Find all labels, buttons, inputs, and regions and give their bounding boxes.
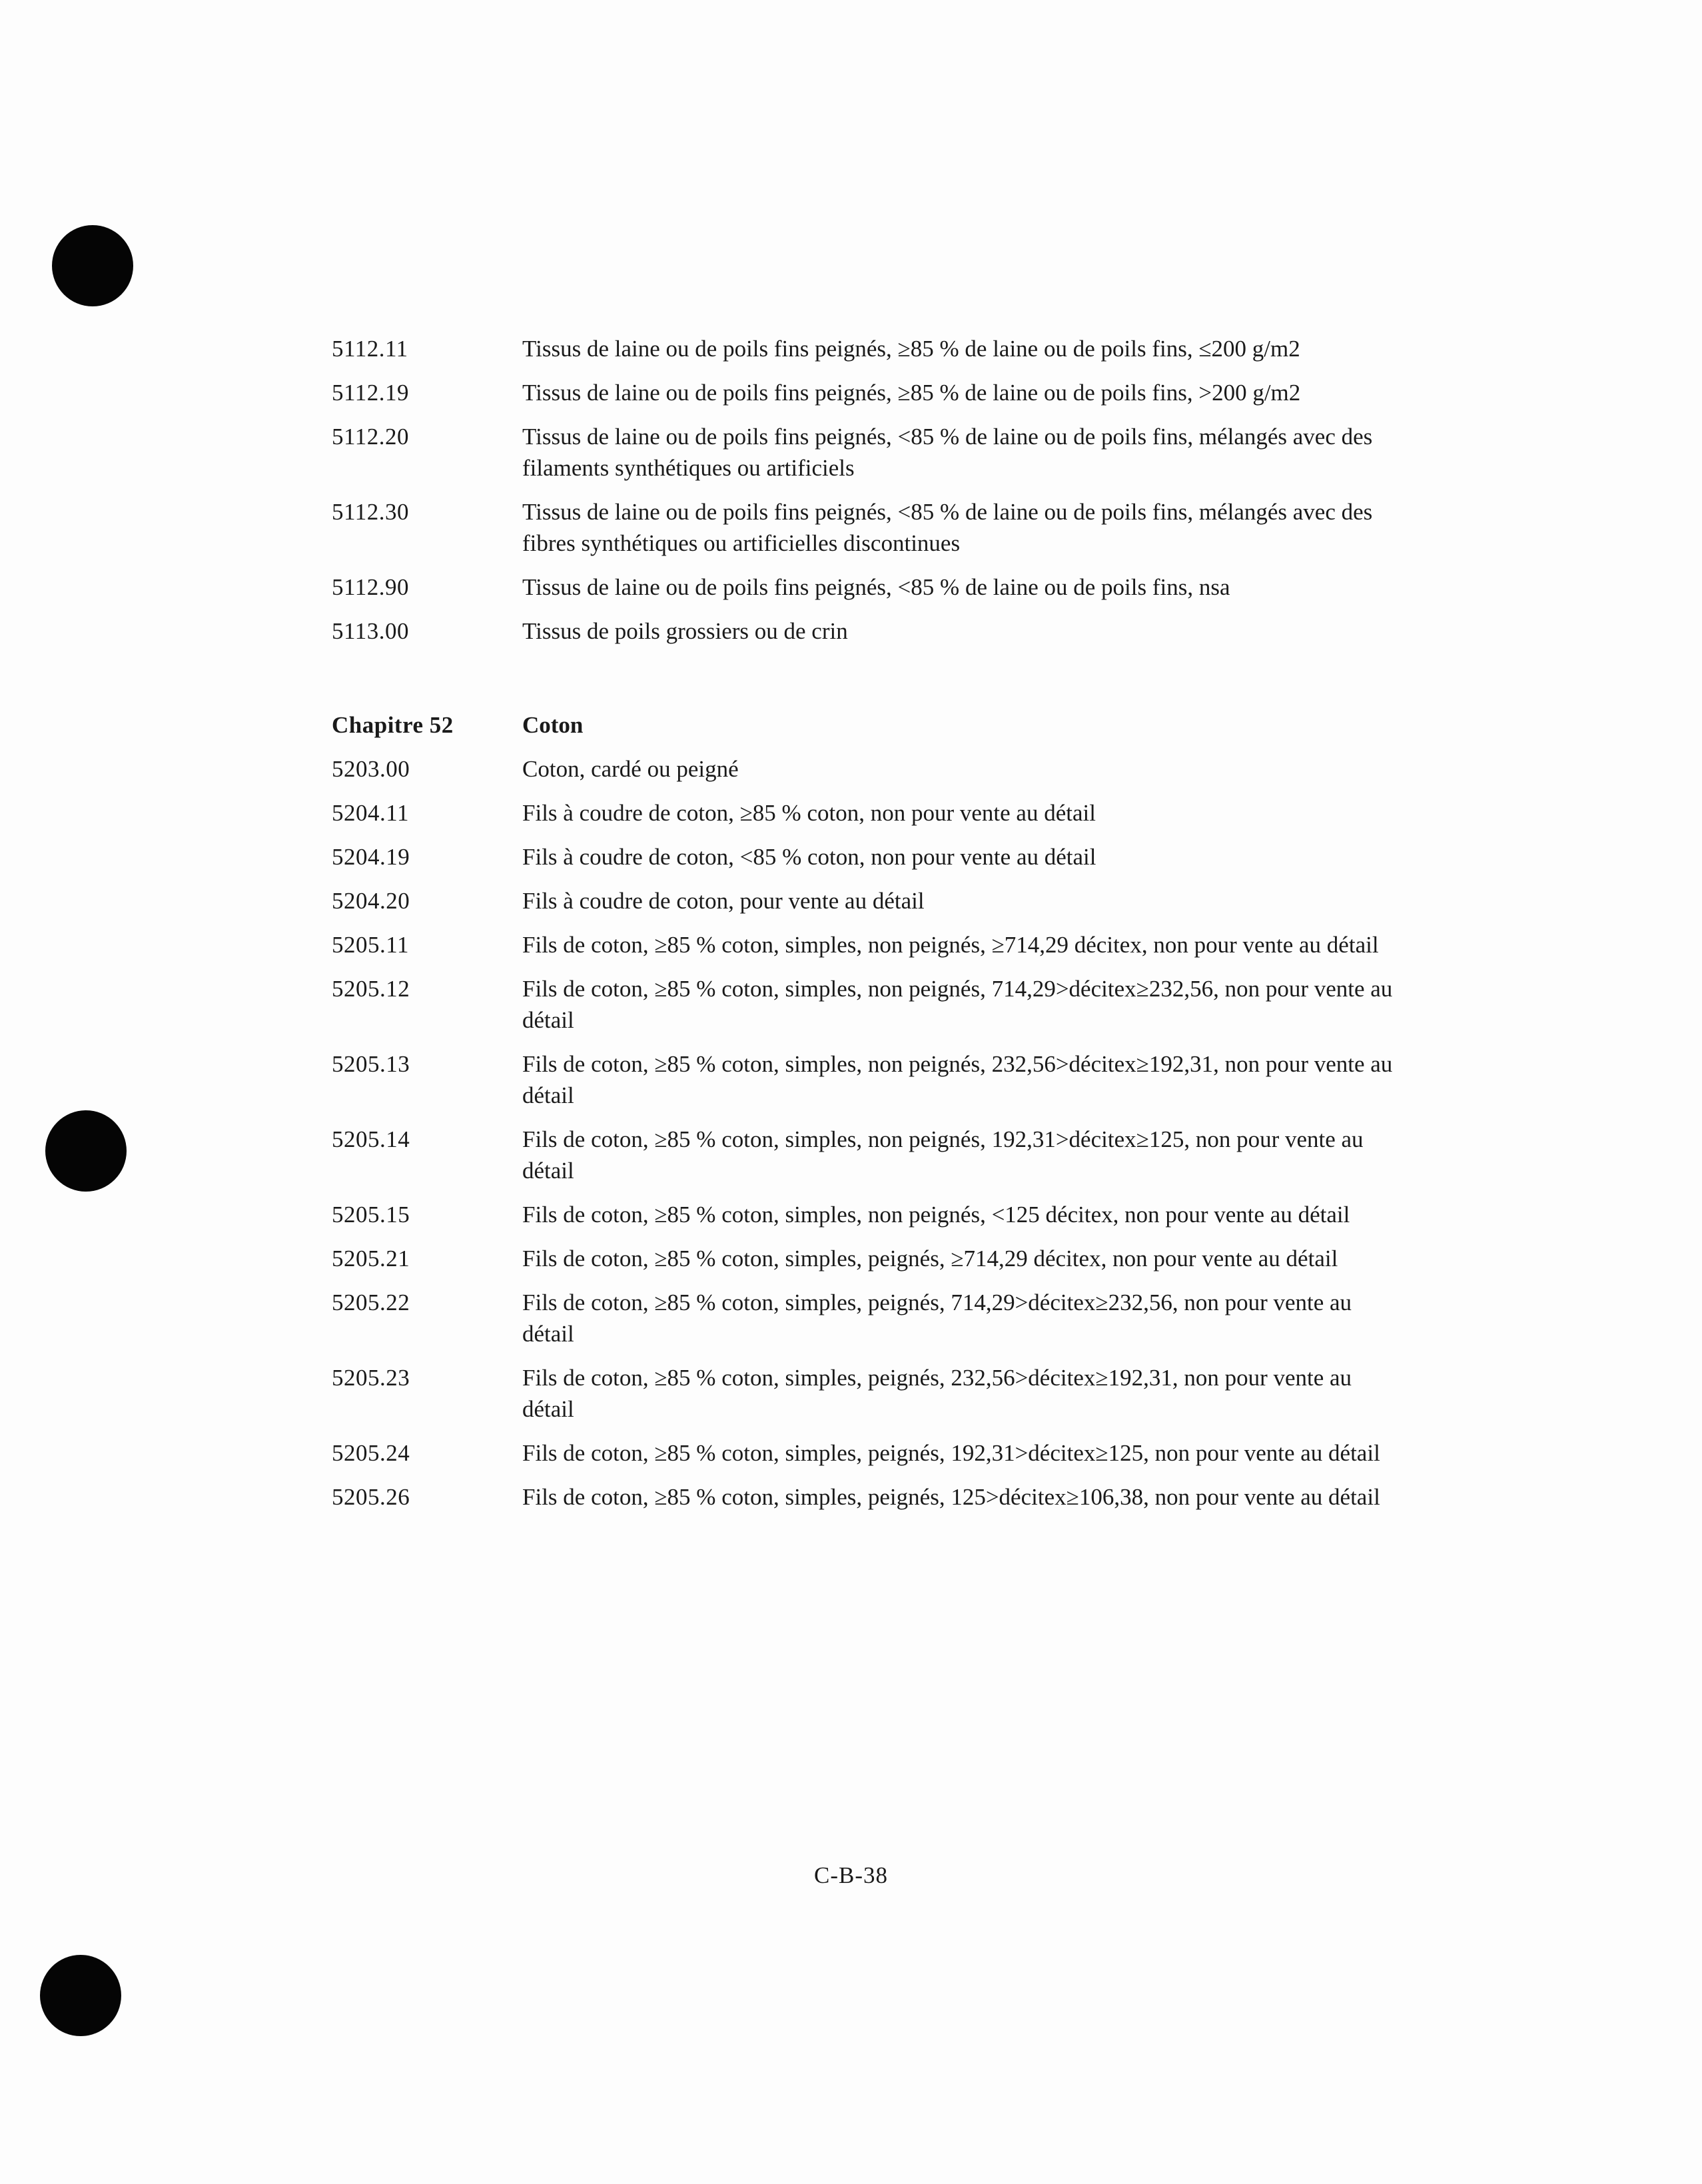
tariff-code: 5205.14: [332, 1126, 410, 1152]
tariff-description: Fils de coton, ≥85 % coton, simples, non peignés, <125 décitex, non pour vente au détail: [522, 1202, 1350, 1228]
tariff-code: 5204.11: [332, 800, 409, 826]
tariff-code: 5204.20: [332, 888, 410, 914]
list-item: [332, 1124, 1411, 1186]
chapter-title: Coton: [522, 712, 584, 738]
list-item: [332, 1048, 1411, 1111]
tariff-list: [332, 333, 1411, 1525]
tariff-description: Fils de coton, ≥85 % coton, simples, peignés, 714,29>décitex≥232,56, non pour vente au détail: [522, 1289, 1352, 1347]
list-item: [332, 885, 1411, 916]
tariff-code: 5205.12: [332, 976, 410, 1002]
tariff-code: 5205.26: [332, 1484, 410, 1510]
tariff-code: 5205.13: [332, 1051, 410, 1077]
tariff-code: 5205.23: [332, 1365, 410, 1391]
tariff-code: 5112.30: [332, 499, 409, 525]
list-item: [332, 377, 1411, 408]
tariff-description: Tissus de laine ou de poils fins peignés, ≥85 % de laine ou de poils fins, ≤200 g/m2: [522, 336, 1300, 362]
tariff-code: 5205.21: [332, 1246, 410, 1272]
tariff-description: Tissus de poils grossiers ou de crin: [522, 618, 848, 644]
list-item: [332, 1287, 1411, 1349]
binder-hole-middle: [45, 1110, 127, 1192]
chapter-heading: [332, 709, 1411, 741]
list-item: [332, 1437, 1411, 1469]
tariff-description: Fils à coudre de coton, <85 % coton, non pour vente au détail: [522, 844, 1096, 870]
chapter-number: Chapitre 52: [332, 712, 454, 738]
page-number: C-B-38: [814, 1862, 888, 1888]
tariff-code: 5204.19: [332, 844, 410, 870]
tariff-description: Fils de coton, ≥85 % coton, simples, non peignés, ≥714,29 décitex, non pour vente au détail: [522, 932, 1379, 958]
tariff-code: 5112.19: [332, 380, 409, 406]
list-item: [332, 1481, 1411, 1513]
binder-hole-bottom: [40, 1955, 121, 2036]
list-item: [332, 615, 1411, 647]
list-item: [332, 797, 1411, 829]
tariff-description: Fils de coton, ≥85 % coton, simples, non peignés, 192,31>décitex≥125, non pour vente au détail: [522, 1126, 1364, 1184]
tariff-code: 5113.00: [332, 618, 409, 644]
list-item: [332, 496, 1411, 559]
tariff-description: Fils à coudre de coton, pour vente au détail: [522, 888, 925, 914]
tariff-code: 5205.24: [332, 1440, 410, 1466]
tariff-description: Tissus de laine ou de poils fins peignés, <85 % de laine ou de poils fins, mélangés avec des fibres synthétiques ou artificielles discontinues: [522, 499, 1373, 556]
tariff-code: 5205.22: [332, 1289, 410, 1315]
tariff-description: Coton, cardé ou peigné: [522, 756, 739, 782]
tariff-description: Fils de coton, ≥85 % coton, simples, non peignés, 714,29>décitex≥232,56, non pour vente au détail: [522, 976, 1393, 1033]
list-item: [332, 973, 1411, 1036]
list-item: [332, 1199, 1411, 1230]
list-item: [332, 421, 1411, 484]
list-item: [332, 1362, 1411, 1425]
tariff-code: 5205.15: [332, 1202, 410, 1228]
tariff-description: Fils de coton, ≥85 % coton, simples, peignés, 192,31>décitex≥125, non pour vente au détail: [522, 1440, 1380, 1466]
list-item: [332, 929, 1411, 960]
tariff-description: Fils de coton, ≥85 % coton, simples, peignés, 125>décitex≥106,38, non pour vente au détail: [522, 1484, 1380, 1510]
tariff-code: 5112.11: [332, 336, 408, 362]
tariff-description: Fils de coton, ≥85 % coton, simples, peignés, 232,56>décitex≥192,31, non pour vente au détail: [522, 1365, 1352, 1422]
tariff-description: Fils de coton, ≥85 % coton, simples, peignés, ≥714,29 décitex, non pour vente au détail: [522, 1246, 1338, 1272]
tariff-description: Fils de coton, ≥85 % coton, simples, non peignés, 232,56>décitex≥192,31, non pour vente au détail: [522, 1051, 1393, 1108]
list-item: [332, 333, 1411, 364]
tariff-description: Tissus de laine ou de poils fins peignés, <85 % de laine ou de poils fins, mélangés avec des filaments synthétiques ou artificiels: [522, 424, 1373, 481]
list-item: [332, 753, 1411, 785]
tariff-code: 5203.00: [332, 756, 410, 782]
list-item: [332, 1243, 1411, 1274]
list-item: [332, 571, 1411, 603]
binder-hole-top: [52, 225, 133, 306]
tariff-description: Fils à coudre de coton, ≥85 % coton, non pour vente au détail: [522, 800, 1096, 826]
tariff-description: Tissus de laine ou de poils fins peignés, ≥85 % de laine ou de poils fins, >200 g/m2: [522, 380, 1301, 406]
tariff-description: Tissus de laine ou de poils fins peignés, <85 % de laine ou de poils fins, nsa: [522, 574, 1230, 600]
tariff-code: 5112.90: [332, 574, 409, 600]
list-item: [332, 841, 1411, 873]
tariff-code: 5112.20: [332, 424, 409, 450]
tariff-code: 5205.11: [332, 932, 409, 958]
